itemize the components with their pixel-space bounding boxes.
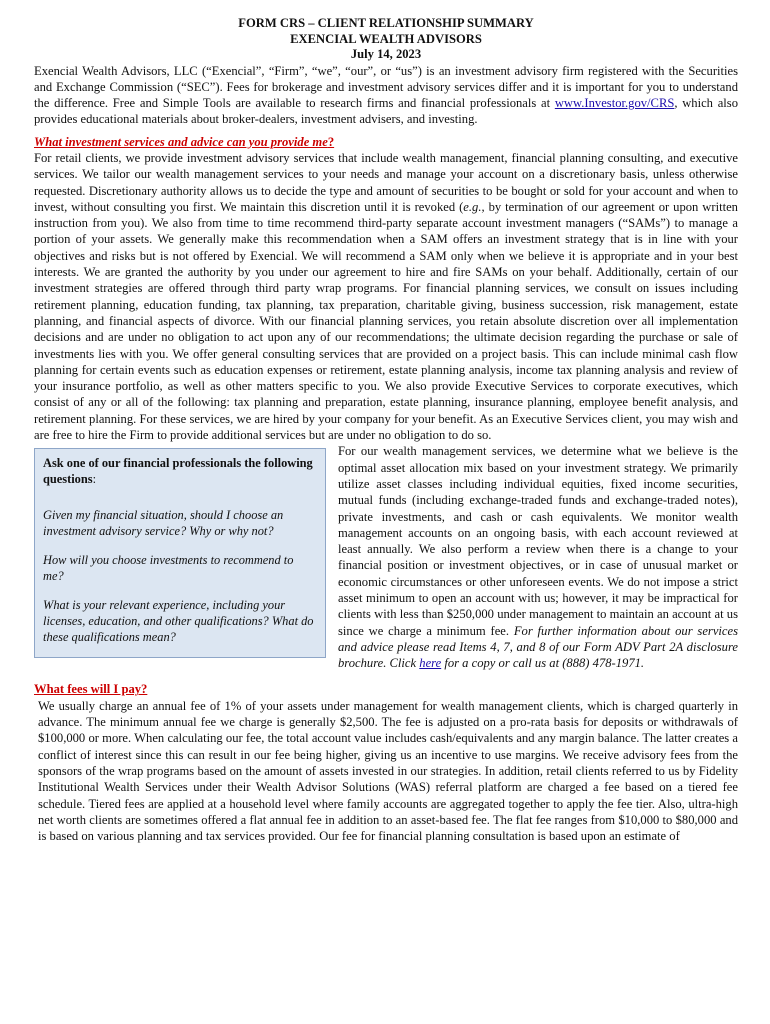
services-heading: What investment services and advice can you provide me? [34, 134, 335, 149]
question-1: Given my financial situation, should I choose an investment advisory service? Why or why not? [43, 508, 284, 539]
fees-paragraph: We usually charge an annual fee of 1% of your assets under management for wealth management clients, which is charged quarterly in advance. The minimum annual fee we charge is generally $2,500. The fee is adjusted on a pro-rata basis for deposits or withdrawals of $100,000 or more. When calculating our fee, the total account value includes cash/equivalents and any margin balance. The latter creates a conflict of interest since this can result in our fee being higher, giving us an incentive to use margins. We receive advisory fees from the sponsors of the wrap programs based on the amount of assets invested in our strategies. In addition, retail clients referred to us by Fidelity Institutional Wealth Services under their Wealth Advisor Solutions (WAS) referral platform are charged a fee based on a tiered fee schedule. Tiered fees are applied at a household level where family accounts are aggregated together to apply the fee tier. Also, ultra-high net worth clients are sometimes offered a flat annual fee in addition to an asset-based fee. The flat fee ranges from $10,000 to $80,000 and is based on various planning and tax services provided. Our fee for financial planning consultation is based upon an estimate of [38, 698, 738, 844]
fees-heading: What fees will I pay? [34, 682, 148, 697]
document-date: July 14, 2023 [350, 47, 422, 61]
questions-box-title: Ask one of our financial professionals the following questions: [43, 456, 313, 487]
questions-box [34, 448, 326, 658]
adv-brochure-link[interactable]: here [419, 656, 442, 671]
document-header [34, 16, 738, 63]
fees-section [34, 681, 738, 844]
question-3: What is your relevant experience, including your licenses, education, and other qualifications? What do these qualifications mean? [43, 598, 314, 645]
services-section [34, 134, 738, 672]
intro-paragraph: Exencial Wealth Advisors, LLC (“Exencial”, “Firm”, “we”, “our”, or “us”) is an investment advisory firm registered with the Securities and Exchange Commission (“SEC”). Fees for brokerage and investment advisory services differ and it is important for you to understand the difference. Free and Simple Tools are available to research firms and financial professionals at www.Investor.gov/CRS, which also provides educational materials about broker-dealers, investment advisers, and investing. [34, 63, 738, 127]
form-title: FORM CRS – CLIENT RELATIONSHIP SUMMARY [238, 16, 534, 30]
document-page [34, 16, 738, 844]
firm-name: EXENCIAL WEALTH ADVISORS [290, 31, 482, 46]
services-paragraph: For retail clients, we provide investment advisory services that include wealth management, financial planning consulting, and executive services. We tailor our wealth management services to your needs and manage your account on a discretionary basis, unless otherwise requested. Discretionary authority allows us to decide the type and amount of securities to be bought or sold for your account and when to invest, without consulting you first. We maintain this discretion until it is revoked (e.g., by termination of our agreement or upon written instruction from you). We also from time to time recommend third-party separate account investment managers (“SAMs”) to manage a portion of your assets. We generally make this recommendation when a SAM offers an investment strategy that is in line with your objectives and risks but is not offered by Exencial. We will recommend a SAM only when we believe it is appropriate and in your best interests. We are granted the authority by you under our agreement to hire and fire SAMs on your behalf. Additionally, certain of our investment strategies are offered through third party wrap programs. For financial planning services, we consult on issues including retirement planning, education funding, tax planning, tax preparation, charitable giving, business succession, risk management, estate planning, and financial aspects of divorce. With our financial planning services, you retain absolute discretion over all implementation decisions and are under no obligation to act upon any of our recommendations; the ultimate decision regarding the purchase or sale of investments lies with you. We offer general consulting services that are provided on a project basis. This can include minimal cash flow planning for certain events such as education expenses or retirement, estate planning analysis, income tax planning analysis and review of your insurance portfolio, as well as other matters specific to you. We also provide Executive Services to corporate executives, which consist of any or all of the following: tax planning and preparation, estate planning, insurance planning, employee benefit analysis, and retirement planning. For these services, we are hired by your company for your benefit. As an Executive Services client, you may wish and are free to hire the Firm to provide additional services but are under no obligation to do so. [34, 150, 738, 443]
investor-gov-link[interactable]: www.Investor.gov/CRS [554, 96, 675, 111]
question-2: How will you choose investments to recommend to me? [43, 553, 294, 584]
wealth-management-paragraph: For our wealth management services, we determine what we believe is the optimal asset allocation mix based on your investment strategy. We primarily utilize asset classes including individual equities, fixed income securities, mutual funds (including exchange-traded funds and exchange-traded notes), private investments, and cash or cash equivalents. We monitor wealth management accounts on an ongoing basis, with each account reviewed at least annually. We also perform a review when there is a change to your financial position or investment objectives, or in case of unusual market or economic circumstances or other unforeseen events. We do not impose a strict asset minimum to open an account with us; however, it may be impractical for clients with less than $250,000 under management to maintain an account at us since we charge a minimum fee. For further information about our services and advice please read Items 4, 7, and 8 of our Form ADV Part 2A disclosure brochure. Click here for a copy or call us at (888) 478-1971. [338, 444, 738, 671]
